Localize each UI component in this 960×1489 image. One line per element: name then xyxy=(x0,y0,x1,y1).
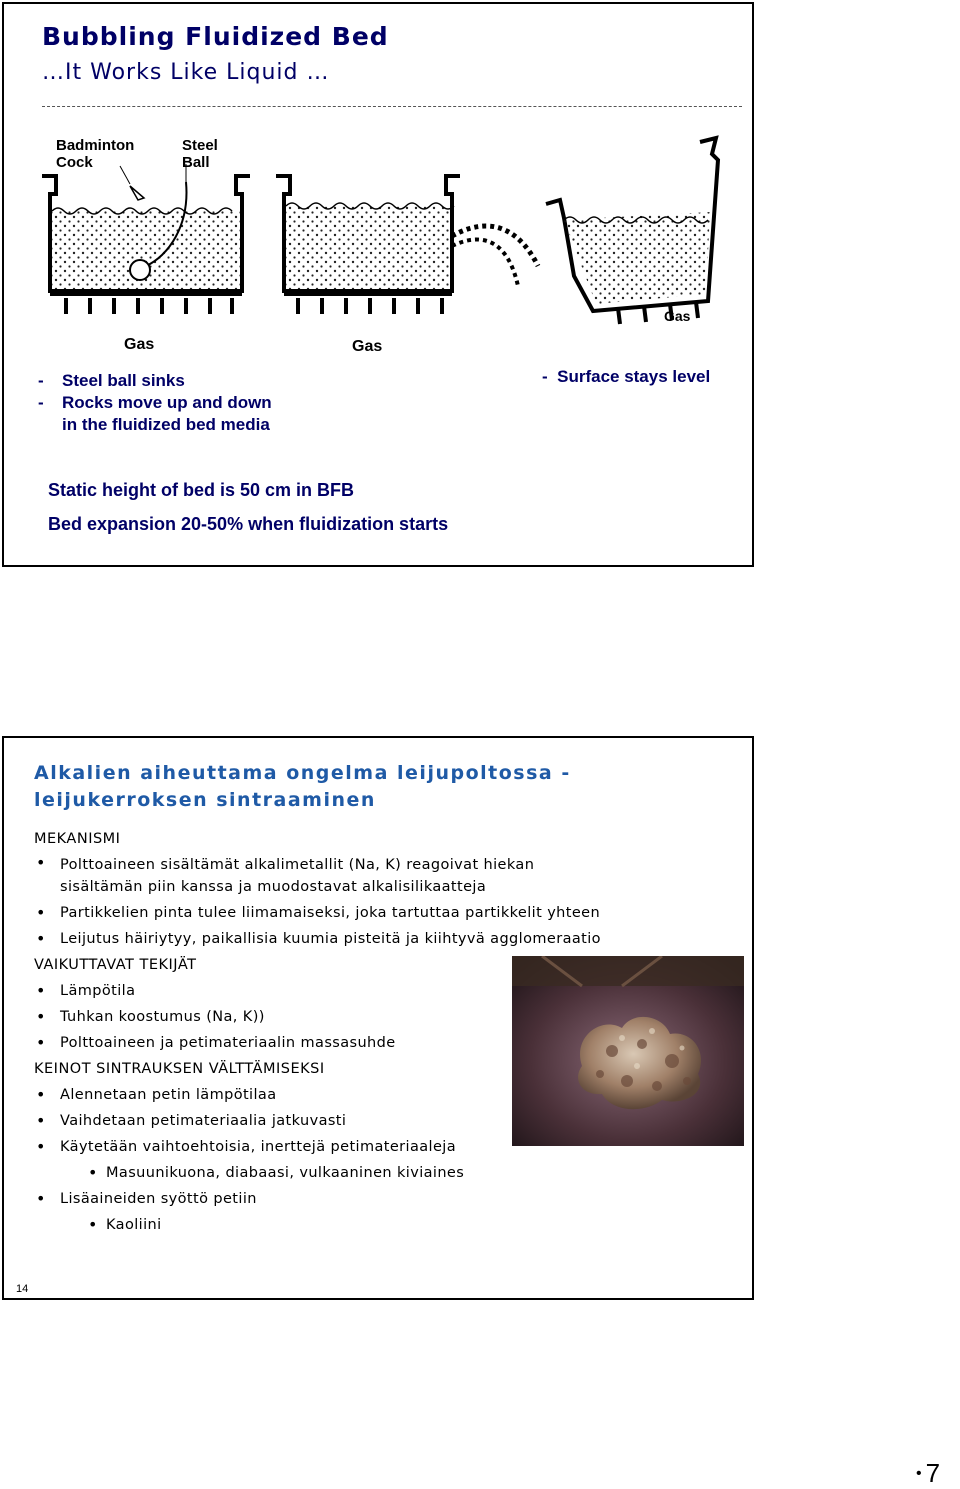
note-steel-ball: - Steel ball sinks xyxy=(38,370,278,392)
title-line-2: leijukerroksen sintraaminen xyxy=(34,789,376,811)
bullet-item: • Partikkelien pinta tulee liimamaiseksi, joka tartuttaa partikkelit yhteen xyxy=(34,900,734,926)
label-ball: Ball xyxy=(182,154,210,171)
bullet-item: • Alennetaan petin lämpötilaa xyxy=(34,1082,734,1108)
title-line-1: Alkalien aiheuttama ongelma leijupoltossa - xyxy=(34,762,571,784)
bed-expansion-text: Bed expansion 20-50% when fluidization starts xyxy=(48,514,449,534)
shuttlecock-icon xyxy=(130,186,144,200)
slide-title xyxy=(34,760,571,814)
bullet-item: • Käytetään vaihtoehtoisia, inerttejä petimateriaaleja xyxy=(34,1134,734,1160)
slide-number: 14 xyxy=(16,1283,29,1295)
container-middle xyxy=(276,176,538,314)
gas-label-left: Gas xyxy=(124,336,155,353)
steel-ball-icon xyxy=(130,260,150,280)
slide-title: Bubbling Fluidized Bed xyxy=(42,22,389,51)
sub-bullet-item: • Masuunikuona, diabaasi, vulkaaninen kiviaines xyxy=(34,1160,734,1186)
bullet-item: • Vaihdetaan petimateriaalia jatkuvasti xyxy=(34,1108,734,1134)
bullet-item: • Lisäaineiden syöttö petiin xyxy=(34,1186,734,1212)
slide-bubbling-fluidized-bed xyxy=(2,2,754,567)
section-heading-factors: VAIKUTTAVAT TEKIJÄT xyxy=(34,957,197,973)
note-surface-level: - Surface stays level xyxy=(542,367,710,387)
bullet-item: • Tuhkan koostumus (Na, K)) xyxy=(34,1004,734,1030)
bullet-item: • Polttoaineen sisältämät alkalimetallit (Na, K) reagoivat hiekan sisältämän piin kanssa ja muodostavat alkalisilikaatteja xyxy=(34,852,600,900)
container-left xyxy=(42,137,250,314)
bullet-item: • Polttoaineen ja petimateriaalin massasuhde xyxy=(34,1030,734,1056)
fluidized-bed-diagram xyxy=(18,116,738,346)
slide-subtitle: …It Works Like Liquid … xyxy=(42,60,330,85)
static-height-text: Static height of bed is 50 cm in BFB xyxy=(48,480,355,500)
bullet-dot-icon: • xyxy=(916,1465,922,1482)
bullet-item: • Leijutus häiriytyy, paikallisia kuumia pisteitä ja kiihtyvä agglomeraatio xyxy=(34,926,734,952)
gas-label-right: Gas xyxy=(664,308,691,324)
note-rocks: - Rocks move up and down in the fluidized bed media xyxy=(38,392,278,436)
bullet-item: • Lämpötila xyxy=(34,978,734,1004)
page-number-value: 7 xyxy=(925,1458,941,1488)
section-heading-mechanism: MEKANISMI xyxy=(34,831,121,847)
sub-bullet-item: • Kaoliini xyxy=(34,1212,734,1238)
page-number xyxy=(916,1458,940,1489)
label-badminton: Badminton xyxy=(56,137,135,154)
sintered-agglomerate-photo xyxy=(512,956,744,1146)
gas-label-middle: Gas xyxy=(352,338,383,355)
slide-alkali-sintering xyxy=(2,736,754,1300)
section-heading-prevention: KEINOT SINTRAUKSEN VÄLTTÄMISEKSI xyxy=(34,1061,325,1077)
notes-left xyxy=(38,370,278,436)
label-steel: Steel xyxy=(182,137,218,154)
label-cock: Cock xyxy=(56,154,93,171)
divider xyxy=(42,106,742,107)
container-right-tilted xyxy=(546,138,718,324)
